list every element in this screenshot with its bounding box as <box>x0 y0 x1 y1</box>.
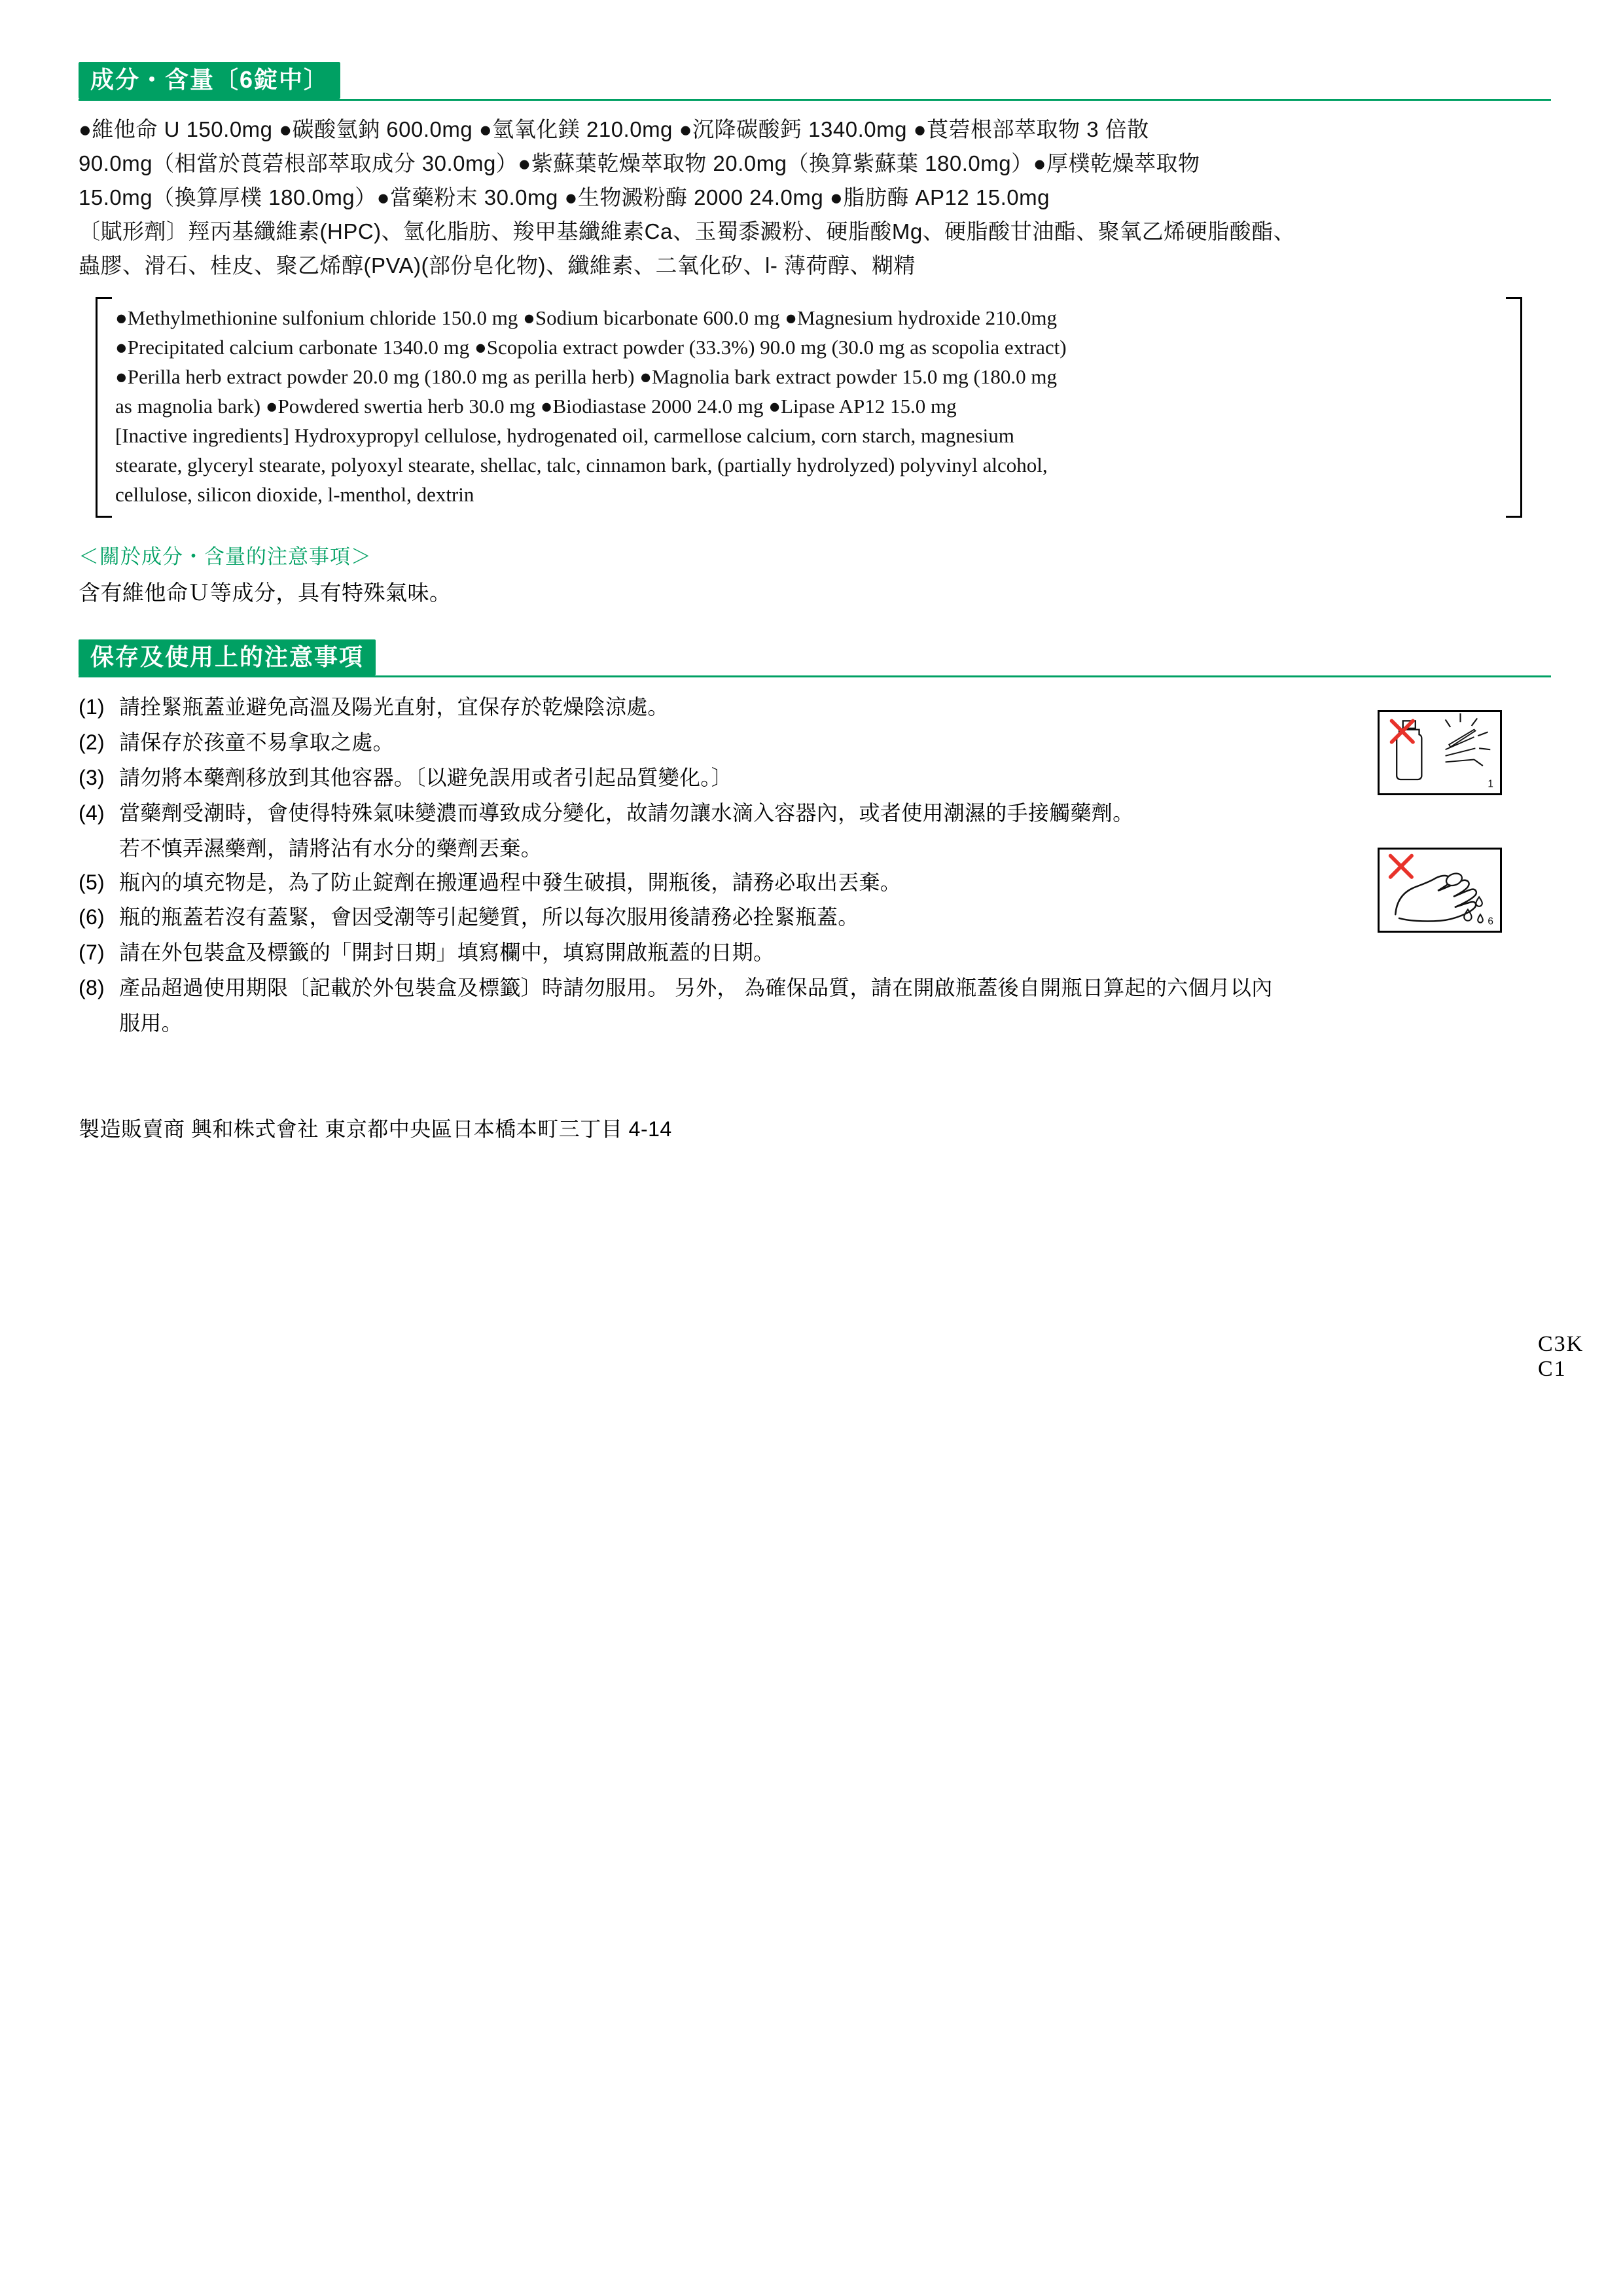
ingredients-english-line: [Inactive ingredients] Hydroxypropyl cellulose, hydrogenated oil, carmellose calcium, corn starch, magnesium <box>115 423 1014 447</box>
list-item-number: (5) <box>79 870 105 894</box>
ingredients-cjk-line: 90.0mg（相當於莨菪根部萃取成分 30.0mg）●紫蘇葉乾燥萃取物 20.0mg（換算紫蘇葉 180.0mg）●厚樸乾燥萃取物 <box>79 151 1200 175</box>
ingredients-cjk-text <box>79 113 1551 283</box>
ingredient-note-heading: ＜關於成分・含量的注意事項＞ <box>79 545 372 568</box>
list-item-number: (3) <box>79 766 105 790</box>
list-item-number: (4) <box>79 800 105 825</box>
list-item-text: 當藥劑受潮時，會使得特殊氣味變濃而導致成分變化，故請勿讓水滴入容器內，或者使用潮濕的手接觸藥劑。 <box>119 800 1134 825</box>
ingredients-english-text <box>115 304 1505 510</box>
list-item <box>79 901 1414 935</box>
ingredient-note-text: 含有維他命Ｕ等成分，具有特殊氣味。 <box>79 580 452 605</box>
list-item-text: 請拴緊瓶蓋並避免高溫及陽光直射，宜保存於乾燥陰涼處。 <box>119 695 669 719</box>
ingredients-english-line: ●Precipitated calcium carbonate 1340.0 mg ●Scopolia extract powder (33.3%) 90.0 mg (30.0 mg as scopolia extract) <box>115 336 1067 359</box>
ingredients-cjk-line: 〔賦形劑〕羥丙基纖維素(HPC)、氫化脂肪、羧甲基纖維素Ca、玉蜀黍澱粉、硬脂酸Mg、硬脂酸甘油酯、聚氧乙烯硬脂酸酯、 <box>79 219 1296 243</box>
document-content <box>79 62 1584 1381</box>
ingredients-english-bracket <box>96 297 1522 518</box>
ingredients-english-line: cellulose, silicon dioxide, l-menthol, dextrin <box>115 482 474 506</box>
list-item-text: 請保存於孩童不易拿取之處。 <box>119 730 394 755</box>
list-item <box>79 866 1414 900</box>
ingredients-english-line: ●Methylmethionine sulfonium chloride 150.0 mg ●Sodium bicarbonate 600.0 mg ●Magnesium hydroxide 210.0mg <box>115 306 1057 330</box>
list-item-text: 瓶的瓶蓋若沒有蓋緊，會因受潮等引起變質，所以每次服用後請務必拴緊瓶蓋。 <box>119 905 859 929</box>
list-item <box>79 971 1414 1005</box>
list-item-number: (8) <box>79 976 105 999</box>
storage-heading: 保存及使用上的注意事項 <box>79 639 376 676</box>
list-item-number: (6) <box>79 905 105 929</box>
ingredients-cjk-line: 15.0mg（換算厚樸 180.0mg）●當藥粉末 30.0mg ●生物澱粉酶 2000 24.0mg ●脂肪酶 AP12 15.0mg <box>79 185 1050 209</box>
document-code: C3K C1 <box>1538 1332 1584 1381</box>
list-item-text: 瓶內的填充物是，為了防止錠劑在搬運過程中發生破損，開瓶後，請務必取出丟棄。 <box>119 870 902 894</box>
storage-list <box>79 691 1414 1040</box>
ingredients-heading: 成分・含量〔6錠中〕 <box>79 62 340 99</box>
ingredients-english-line: ●Perilla herb extract powder 20.0 mg (180.0 mg as perilla herb) ●Magnolia bark extract powder 15.0 mg (180.0 mg <box>115 365 1057 389</box>
list-item-text: 請勿將本藥劑移放到其他容器。〔以避免誤用或者引起品質變化。〕 <box>119 766 733 790</box>
no-direct-sunlight-icon <box>1378 710 1502 795</box>
list-item <box>79 797 1414 831</box>
ingredients-english-line: stearate, glyceryl stearate, polyoxyl stearate, shellac, talc, cinnamon bark, (partially hydrolyzed) polyvinyl alcohol, <box>115 453 1048 476</box>
storage-heading-bar <box>79 639 1551 678</box>
ingredients-cjk-line: 蟲膠、滑石、桂皮、聚乙烯醇(PVA)(部份皂化物)、纖維素、二氧化矽、l- 薄荷醇、糊精 <box>79 253 916 278</box>
no-wet-hands-icon <box>1378 848 1502 933</box>
list-item-text: 產品超過使用期限〔記載於外包裝盒及標籤〕時請勿服用。 另外， 為確保品質，請在開啟瓶蓋後自開瓶日算起的六個月以內 <box>119 976 1273 999</box>
list-item <box>79 726 1414 760</box>
svg-text:1: 1 <box>1488 778 1493 790</box>
ingredients-english-line: as magnolia bark) ●Powdered swertia herb 30.0 mg ●Biodiastase 2000 24.0 mg ●Lipase AP12 15.0 mg <box>115 395 957 418</box>
ingredients-heading-bar <box>79 62 1551 101</box>
list-item-text: 請在外包裝盒及標籤的「開封日期」填寫欄中，填寫開啟瓶蓋的日期。 <box>119 941 775 965</box>
svg-text:6: 6 <box>1488 916 1493 927</box>
list-item-number: (7) <box>79 941 105 965</box>
storage-section <box>79 639 1551 1041</box>
ingredients-cjk-line: ●維他命 U 150.0mg ●碳酸氫鈉 600.0mg ●氫氧化鎂 210.0mg ●沉降碳酸鈣 1340.0mg ●莨菪根部萃取物 3 倍散 <box>79 117 1149 141</box>
list-item <box>79 936 1414 970</box>
list-item-continuation: 若不慎弄濕藥劑，請將沾有水分的藥劑丟棄。 <box>119 836 543 860</box>
list-item <box>79 691 1414 725</box>
list-item-number: (2) <box>79 730 105 755</box>
list-item-number: (1) <box>79 695 105 719</box>
manufacturer-line: 製造販賣商 興和株式會社 東京都中央區日本橋本町三丁目 4-14 <box>79 1117 672 1141</box>
list-item <box>79 761 1414 795</box>
list-item-continuation: 服用。 <box>119 1011 183 1035</box>
